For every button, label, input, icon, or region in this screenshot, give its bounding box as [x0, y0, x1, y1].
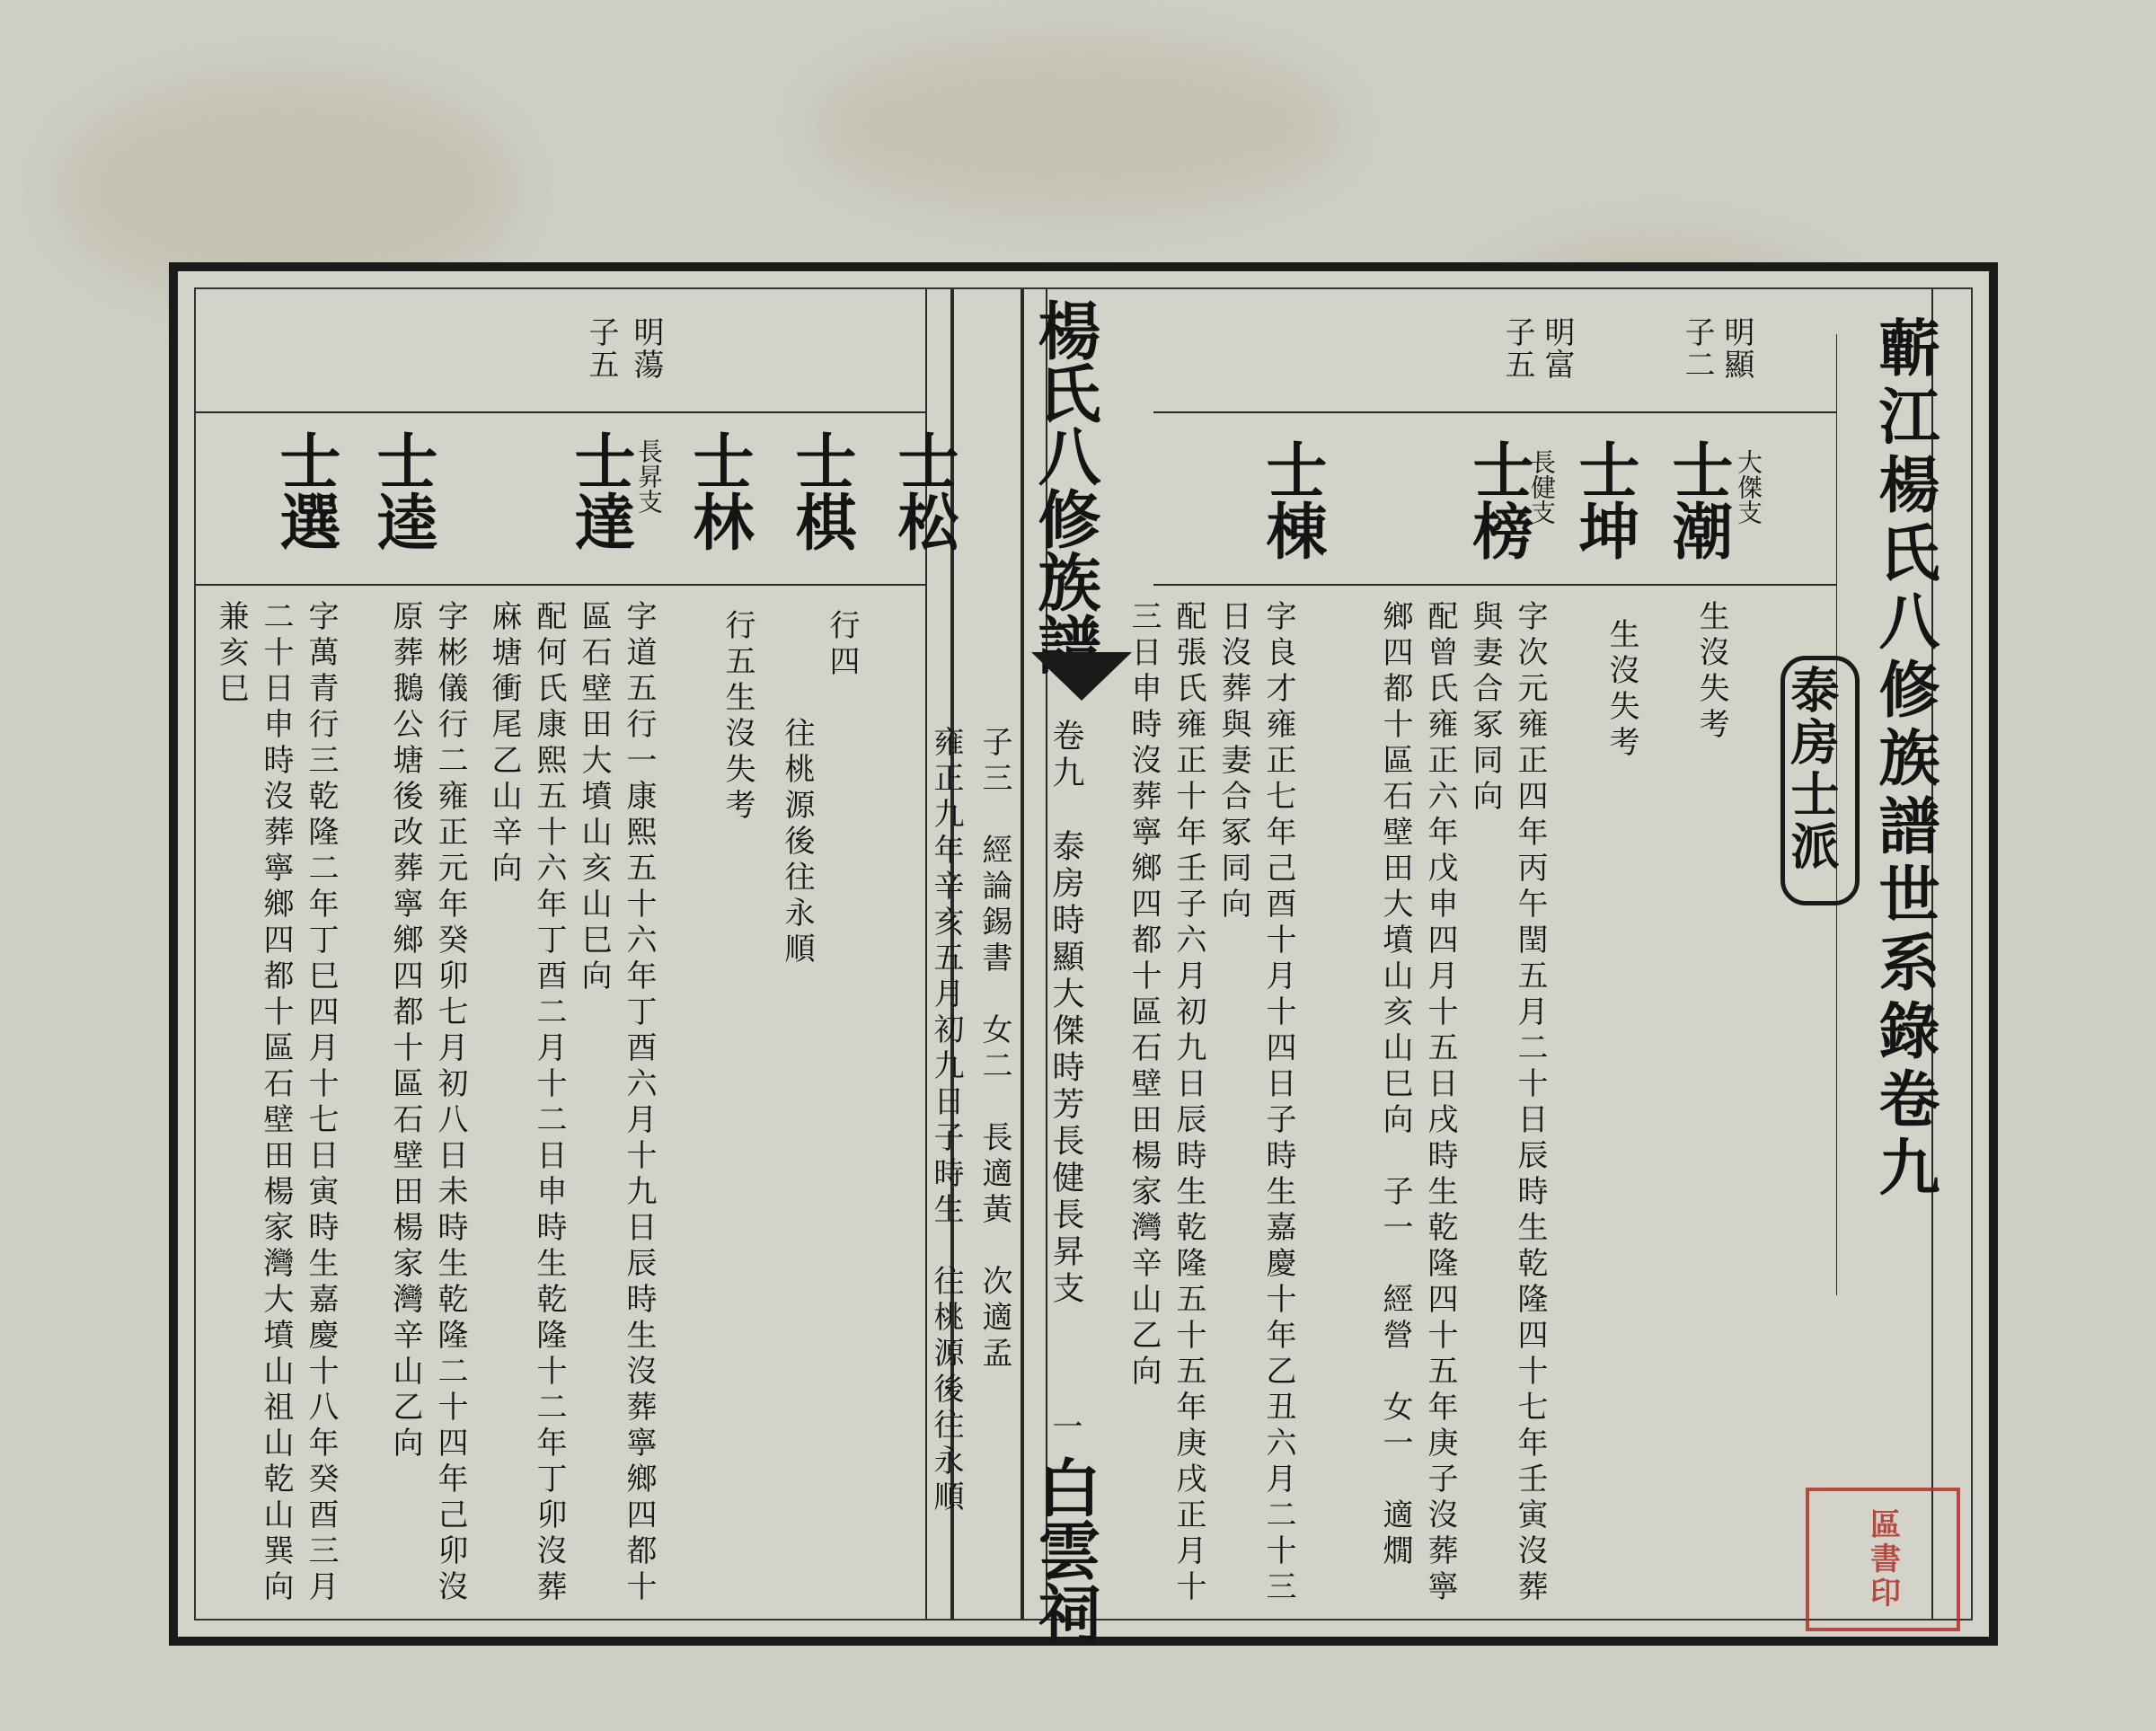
father-sons: 子五 — [1499, 316, 1535, 381]
book-title: 蘄江楊氏八修族譜世系錄卷九 — [1869, 316, 1940, 1204]
person-record: 麻塘衝尾乙山辛向 — [486, 600, 522, 888]
branch-note: 長健支 — [1527, 449, 1557, 525]
branch-note: 大傑支 — [1734, 449, 1763, 525]
person-record: 行五生沒失考 — [720, 609, 755, 825]
person-name: 士松 — [888, 429, 959, 552]
spine-hall-name: 白雲祠 — [1028, 1455, 1102, 1644]
person-record: 二十日申時沒葬寧鄉四都十區石壁田楊家灣大墳山祖山乾山巽向 — [258, 600, 294, 1606]
person-name: 士棟 — [1256, 438, 1328, 561]
person-record: 字次元雍正四年丙午閏五月二十日辰時生乾隆四十七年壬寅沒葬 — [1512, 600, 1548, 1606]
person-record: 鄉四都十區石壁田大墳山亥山巳向 子一 經營 女一 適燗 — [1377, 600, 1413, 1570]
person-record: 往桃源後往永順 — [779, 717, 815, 968]
person-record: 字良才雍正七年己酉十月十四日子時生嘉慶十年乙丑六月二十三 — [1260, 600, 1296, 1606]
branch-label: 泰房士派 — [1783, 665, 1841, 873]
person-record: 字萬青行三乾隆二年丁巳四月十七日寅時生嘉慶十八年癸酉三月 — [303, 600, 339, 1606]
father-name: 明富 — [1539, 316, 1575, 381]
person-record: 字道五行一康熙五十六年丁酉六月十九日辰時生沒葬寧鄉四都十 — [621, 600, 657, 1606]
person-name: 士達 — [564, 429, 636, 552]
person-record: 雍正九年辛亥五月初九日子時生 往桃源後往永順 — [928, 726, 964, 1516]
spine-title: 楊氏八修族譜 — [1028, 298, 1102, 676]
person-name: 士榜 — [1462, 438, 1534, 561]
person-record: 日沒葬與妻合冢同向 — [1215, 600, 1251, 923]
person-name: 士坤 — [1568, 438, 1640, 561]
person-record: 子三 經論錫書 女二 長適黃 次適孟 — [976, 726, 1012, 1373]
seal-text: 區書印 — [1864, 1508, 1901, 1611]
person-name: 士棋 — [785, 429, 857, 552]
person-record: 生沒失考 — [1693, 600, 1729, 744]
left-name-rule — [196, 584, 925, 586]
spine-divider-right-bold — [1021, 289, 1024, 1619]
right-name-rule — [1153, 584, 1836, 586]
person-record: 配曾氏雍正六年戊申四月十五日戌時生乾隆四十五年庚子沒葬寧 — [1422, 600, 1458, 1606]
father-sons: 子五 — [583, 316, 619, 381]
person-record: 字彬儀行二雍正元年癸卯七月初八日未時生乾隆二十四年己卯沒 — [432, 600, 468, 1606]
fish-tail-ornament — [1031, 652, 1132, 701]
person-record: 行四 — [824, 609, 860, 681]
right-header-rule — [1153, 411, 1836, 413]
left-header-rule — [196, 411, 925, 413]
father-name: 明顯 — [1719, 316, 1754, 381]
person-record: 與妻合冢同向 — [1467, 600, 1503, 816]
person-record: 三日申時沒葬寧鄉四都十區石壁田楊家灣辛山乙向 — [1126, 600, 1162, 1391]
person-name: 士選 — [270, 429, 341, 552]
collector-seal — [1806, 1488, 1960, 1631]
father-sons: 子二 — [1679, 316, 1715, 381]
person-name: 士潮 — [1662, 438, 1734, 561]
person-name: 士逵 — [367, 429, 438, 552]
person-record: 兼亥巳 — [213, 600, 249, 708]
person-record: 配何氏康熙五十六年丁酉二月十二日申時生乾隆十二年丁卯沒葬 — [531, 600, 567, 1606]
spine-page-number: 一 — [1047, 1410, 1082, 1446]
spine-volume: 卷九 泰房時顯大傑時芳長健長昇支 — [1047, 719, 1084, 1308]
person-record: 生沒失考 — [1604, 618, 1639, 762]
person-record: 原葬鵝公塘後改葬寧鄉四都十區石壁田楊家灣辛山乙向 — [387, 600, 423, 1462]
person-name: 士林 — [683, 429, 755, 552]
branch-note: 長昇支 — [634, 438, 664, 514]
person-record: 配張氏雍正十年壬子六月初九日辰時生乾隆五十五年庚戌正月十 — [1171, 600, 1206, 1606]
father-name: 明蕩 — [628, 316, 664, 381]
person-record: 區石壁田大墳山亥山巳向 — [576, 600, 612, 995]
